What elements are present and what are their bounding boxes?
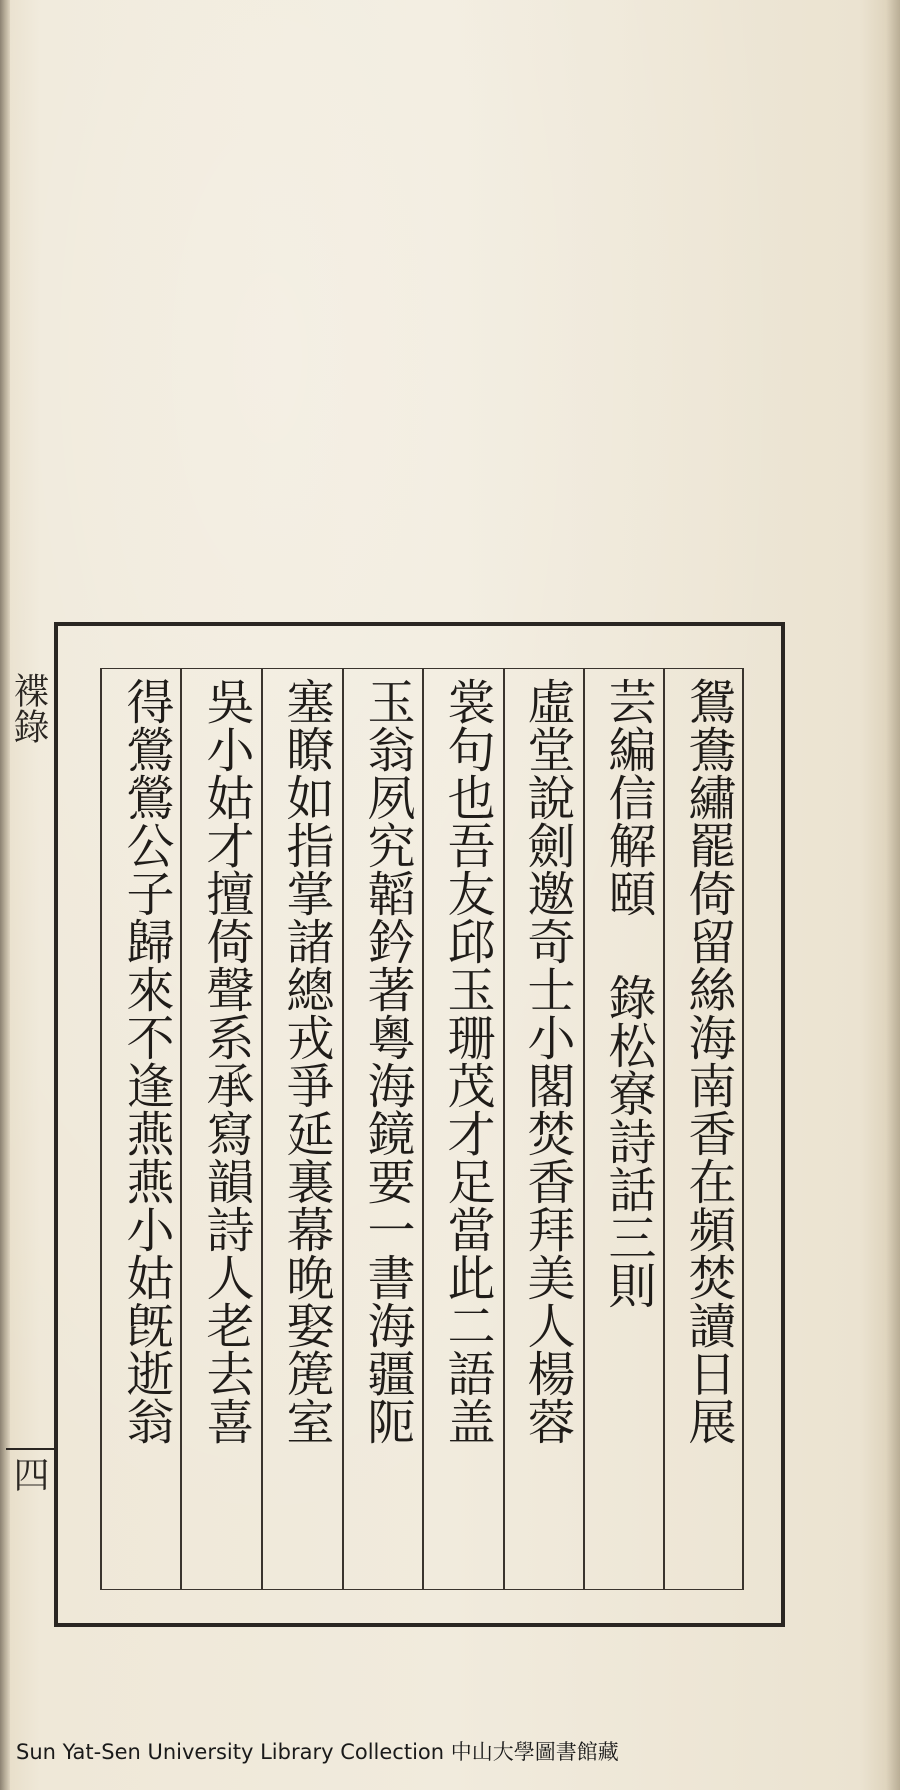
text-column-4: 裳句也吾友邱玉珊茂才足當此二語盖 [439, 677, 495, 1445]
text-column-1: 鴛鴦繡罷倚留絲海南香在頻焚讀日展 [680, 677, 736, 1445]
book-spine-edge [0, 0, 10, 1790]
text-column-2: 芸編信解頤 錄松寮詩話三則 [600, 677, 656, 1309]
column-rule [503, 669, 505, 1589]
column-rule [583, 669, 585, 1589]
text-column-grid [100, 668, 744, 1590]
column-rule [261, 669, 263, 1589]
text-column-7: 吳小姑才擅倚聲系承寫韻詩人老去喜 [198, 677, 254, 1445]
text-column-6: 塞瞭如指掌諸總戎爭延裏幕晚娶箎室 [278, 677, 334, 1445]
column-rule [422, 669, 424, 1589]
margin-title: 褋錄 [8, 672, 49, 744]
page-right-edge [886, 0, 900, 1790]
text-column-5: 玉翁夙究韜鈐著粵海鏡要一書海疆阨 [359, 677, 415, 1445]
column-rule [100, 669, 102, 1589]
column-rule [663, 669, 665, 1589]
column-rule [342, 669, 344, 1589]
column-rule [742, 669, 744, 1589]
text-column-8: 得鶯鶯公子歸來不逢燕燕小姑旣逝翁 [118, 677, 174, 1445]
margin-divider [6, 1448, 54, 1450]
text-column-3: 虛堂說劍邀奇士小閣焚香拜美人楊蓉 [519, 677, 575, 1445]
column-rule [180, 669, 182, 1589]
library-watermark: Sun Yat-Sen University Library Collection 中山大學圖書館藏 [16, 1740, 619, 1764]
margin-page-number: 四 [8, 1456, 49, 1492]
